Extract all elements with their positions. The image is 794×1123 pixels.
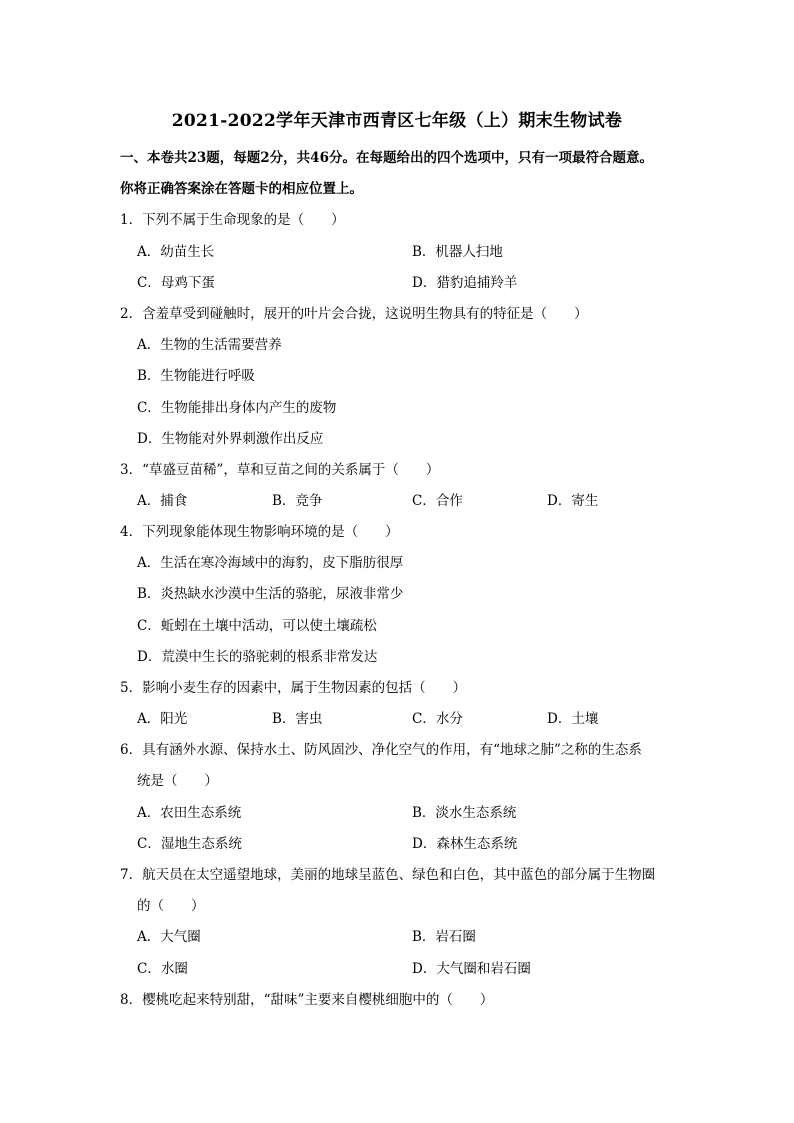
question-stem: 2．含羞草受到碰触时，展开的叶片会合拢，这说明生物具有的特征是（ ） (120, 306, 588, 322)
option-c: C．母鸡下蛋 (137, 275, 215, 291)
section-instruction-line-2: 你将正确答案涂在答题卡的相应位置上。 (120, 181, 363, 197)
option-a: A．幼苗生长 (137, 244, 215, 260)
option-b: B．害虫 (272, 711, 323, 727)
question-stem: 3．“草盛豆苗稀”，草和豆苗之间的关系属于（ ） (120, 462, 440, 478)
option-c: C．湿地生态系统 (137, 836, 242, 852)
option-b: B．岩石圈 (412, 929, 476, 945)
page-title: 2021-2022学年天津市西青区七年级（上）期末生物试卷 (171, 111, 623, 131)
option-c: C．水圈 (137, 961, 188, 977)
question-stem: 5．影响小麦生存的因素中，属于生物因素的包括（ ） (120, 680, 467, 696)
option-b: B．生物能进行呼吸 (137, 368, 255, 384)
option-a: A．生活在寒冷海域中的海豹，皮下脂肪很厚 (137, 555, 404, 571)
option-b: B．炎热缺水沙漠中生活的骆驼，尿液非常少 (137, 586, 404, 602)
question-stem: 8．樱桃吃起来特别甜，“甜味”主要来自樱桃细胞中的（ ） (120, 992, 494, 1008)
option-a: A．捕食 (137, 493, 188, 509)
option-a: A．农田生态系统 (137, 805, 242, 821)
option-d: D．大气圈和岩石圈 (412, 961, 531, 977)
option-a: A．生物的生活需要营养 (137, 337, 282, 353)
option-d: D．猎豹追捕羚羊 (412, 275, 518, 291)
option-b: B．竞争 (272, 493, 323, 509)
question-stem: 7．航天员在太空遥望地球，美丽的地球呈蓝色、绿色和白色，其中蓝色的部分属于生物圈 (120, 867, 656, 883)
option-b: B．淡水生态系统 (412, 805, 517, 821)
option-c: C．合作 (412, 493, 463, 509)
option-c: C．生物能排出身体内产生的废物 (137, 400, 337, 416)
question-stem-continued: 的（ ） (137, 898, 205, 914)
question-stem: 4．下列现象能体现生物影响环境的是（ ） (120, 524, 399, 540)
option-a: A．大气圈 (137, 929, 201, 945)
option-c: C．水分 (412, 711, 463, 727)
question-stem-continued: 统是（ ） (137, 773, 218, 789)
option-d: D．寄生 (547, 493, 599, 509)
option-d: D．荒漠中生长的骆驼刺的根系非常发达 (137, 649, 378, 665)
option-b: B．机器人扫地 (412, 244, 503, 260)
option-d: D．森林生态系统 (412, 836, 518, 852)
option-d: D．土壤 (547, 711, 599, 727)
option-a: A．阳光 (137, 711, 188, 727)
question-stem: 1．下列不属于生命现象的是（ ） (120, 212, 345, 228)
option-c: C．蚯蚓在土壤中活动，可以使土壤疏松 (137, 618, 377, 634)
section-instruction-line-1: 一、本卷共23题，每题2分，共46分。在每题给出的四个选项中，只有一项最符合题意。 (120, 150, 653, 166)
option-d: D．生物能对外界刺激作出反应 (137, 431, 324, 447)
question-stem: 6．具有涵外水源、保持水土、防风固沙、净化空气的作用，有“地球之肺”之称的生态系 (120, 742, 642, 758)
